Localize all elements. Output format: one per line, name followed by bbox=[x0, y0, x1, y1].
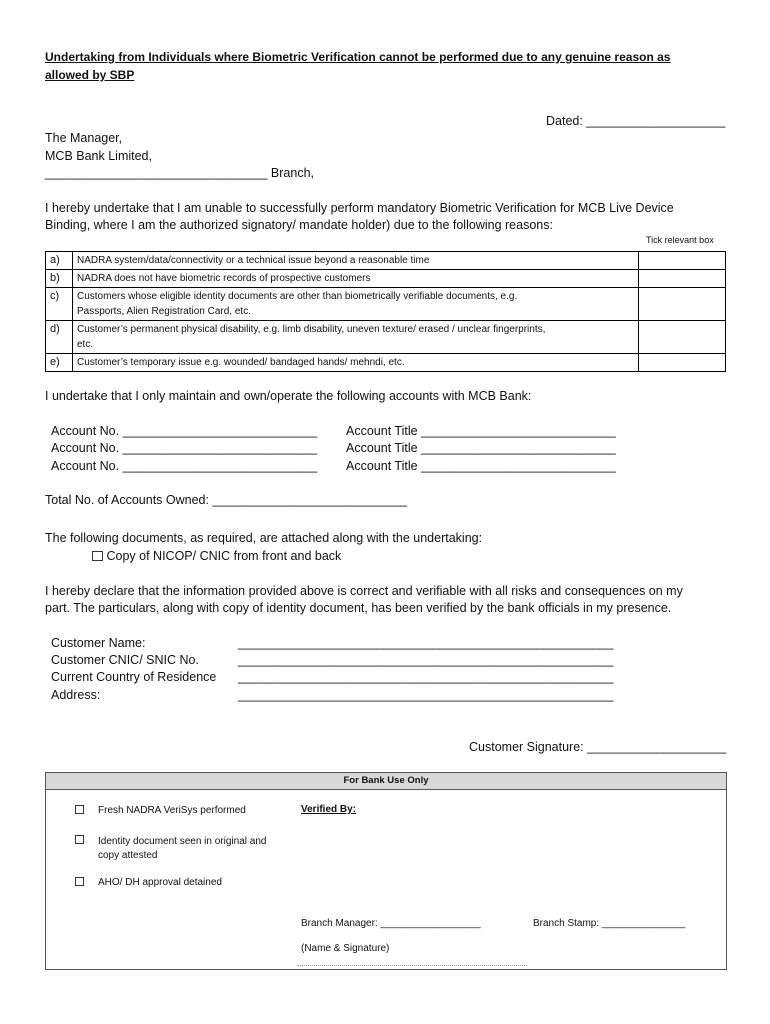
reason-tick-box[interactable] bbox=[639, 270, 726, 288]
bank-check-label: AHO/ DH approval detained bbox=[98, 877, 222, 888]
total-accounts-field[interactable]: Total No. of Accounts Owned: ____________________________ bbox=[45, 493, 408, 507]
customer-cnic-field[interactable]: ______________________________________________________ bbox=[238, 653, 614, 667]
intro-line-2: Binding, where I am the authorized signatory/ mandate holder) due to the following reasons: bbox=[45, 218, 553, 232]
addressee-line: The Manager, bbox=[45, 131, 123, 145]
customer-name-field[interactable]: ______________________________________________________ bbox=[238, 636, 614, 650]
reasons-table bbox=[45, 251, 726, 372]
declaration-line-2: part. The particulars, along with copy of identity document, has been verified by the bank officials in my presence. bbox=[45, 601, 672, 615]
verified-by-label: Verified By: bbox=[301, 804, 357, 815]
reason-tick-box[interactable] bbox=[639, 288, 726, 321]
reason-label: c) bbox=[46, 288, 73, 321]
bank-use-heading: For Bank Use Only bbox=[46, 773, 726, 790]
name-signature-note: (Name & Signature) bbox=[301, 943, 390, 954]
reason-text: Customer’s permanent physical disability, e.g. limb disability, uneven texture/ erased / unclear fingerprints, etc. bbox=[73, 321, 639, 354]
reason-label: a) bbox=[46, 252, 73, 270]
bank-check-label: Fresh NADRA VeriSys performed bbox=[98, 805, 246, 816]
reason-tick-box[interactable] bbox=[639, 354, 726, 372]
bank-check-item bbox=[75, 835, 84, 847]
accounts-intro: I undertake that I only maintain and own/operate the following accounts with MCB Bank: bbox=[45, 389, 532, 403]
checkbox-icon[interactable] bbox=[75, 877, 84, 886]
reason-text: NADRA system/data/connectivity or a technical issue beyond a reasonable time bbox=[73, 252, 639, 270]
reason-row-e bbox=[46, 354, 726, 372]
account-no-field[interactable]: Account No. ____________________________ bbox=[51, 424, 318, 438]
reason-tick-box[interactable] bbox=[639, 321, 726, 354]
reason-label: e) bbox=[46, 354, 73, 372]
address-field[interactable]: ______________________________________________________ bbox=[238, 688, 614, 702]
tick-note: Tick relevant box bbox=[646, 235, 714, 245]
reason-text: Customers whose eligible identity documents are other than biometrically verifiable documents, e.g. Passports, Alien Registration Card, etc. bbox=[73, 288, 639, 321]
checkbox-icon[interactable] bbox=[75, 835, 84, 844]
bank-use-box bbox=[45, 772, 727, 970]
country-field[interactable]: ______________________________________________________ bbox=[238, 670, 614, 684]
account-no-field[interactable]: Account No. ____________________________ bbox=[51, 459, 318, 473]
branch-manager-field[interactable]: Branch Manager: __________________ bbox=[301, 918, 481, 929]
bank-check-item bbox=[75, 805, 84, 817]
branch-stamp-field[interactable]: Branch Stamp: _______________ bbox=[533, 918, 686, 929]
country-label: Current Country of Residence bbox=[51, 670, 217, 684]
reason-row-c bbox=[46, 288, 726, 321]
customer-name-label: Customer Name: bbox=[51, 636, 146, 650]
reason-label: d) bbox=[46, 321, 73, 354]
reason-row-d bbox=[46, 321, 726, 354]
document-title: Undertaking from Individuals where Biometric Verification cannot be performed due to any genuine reason as allowed by SBP bbox=[45, 50, 671, 82]
account-no-field[interactable]: Account No. ____________________________ bbox=[51, 441, 318, 455]
reason-text: Customer’s temporary issue e.g. wounded/ bandaged hands/ mehndi, etc. bbox=[73, 354, 639, 372]
customer-signature-field[interactable]: Customer Signature: ____________________ bbox=[469, 740, 727, 754]
checkbox-icon[interactable] bbox=[75, 805, 84, 814]
intro-line-1: I hereby undertake that I am unable to successfully perform mandatory Biometric Verification for MCB Live Device bbox=[45, 201, 674, 215]
bank-check-item bbox=[75, 877, 84, 889]
reason-text: NADRA does not have biometric records of prospective customers bbox=[73, 270, 639, 288]
customer-cnic-label: Customer CNIC/ SNIC No. bbox=[51, 653, 199, 667]
checkbox-icon[interactable] bbox=[92, 551, 103, 561]
documents-intro: The following documents, as required, are attached along with the undertaking: bbox=[45, 531, 483, 545]
declaration-line-1: I hereby declare that the information provided above is correct and verifiable with all risks and consequences on my bbox=[45, 584, 683, 598]
account-title-field[interactable]: Account Title ____________________________ bbox=[346, 424, 616, 438]
branch-field[interactable]: ________________________________ Branch, bbox=[45, 166, 315, 180]
reason-tick-box[interactable] bbox=[639, 252, 726, 270]
document-item bbox=[92, 549, 341, 563]
divider bbox=[297, 965, 527, 966]
bank-name-line: MCB Bank Limited, bbox=[45, 149, 152, 163]
reason-row-b bbox=[46, 270, 726, 288]
reason-row-a bbox=[46, 252, 726, 270]
dated-field[interactable]: Dated: ____________________ bbox=[546, 114, 726, 128]
reason-label: b) bbox=[46, 270, 73, 288]
address-label: Address: bbox=[51, 688, 101, 702]
account-title-field[interactable]: Account Title ____________________________ bbox=[346, 459, 616, 473]
account-title-field[interactable]: Account Title ____________________________ bbox=[346, 441, 616, 455]
document-item-label: Copy of NICOP/ CNIC from front and back bbox=[106, 549, 342, 563]
bank-check-label: Identity document seen in original and copy attested bbox=[98, 836, 267, 861]
